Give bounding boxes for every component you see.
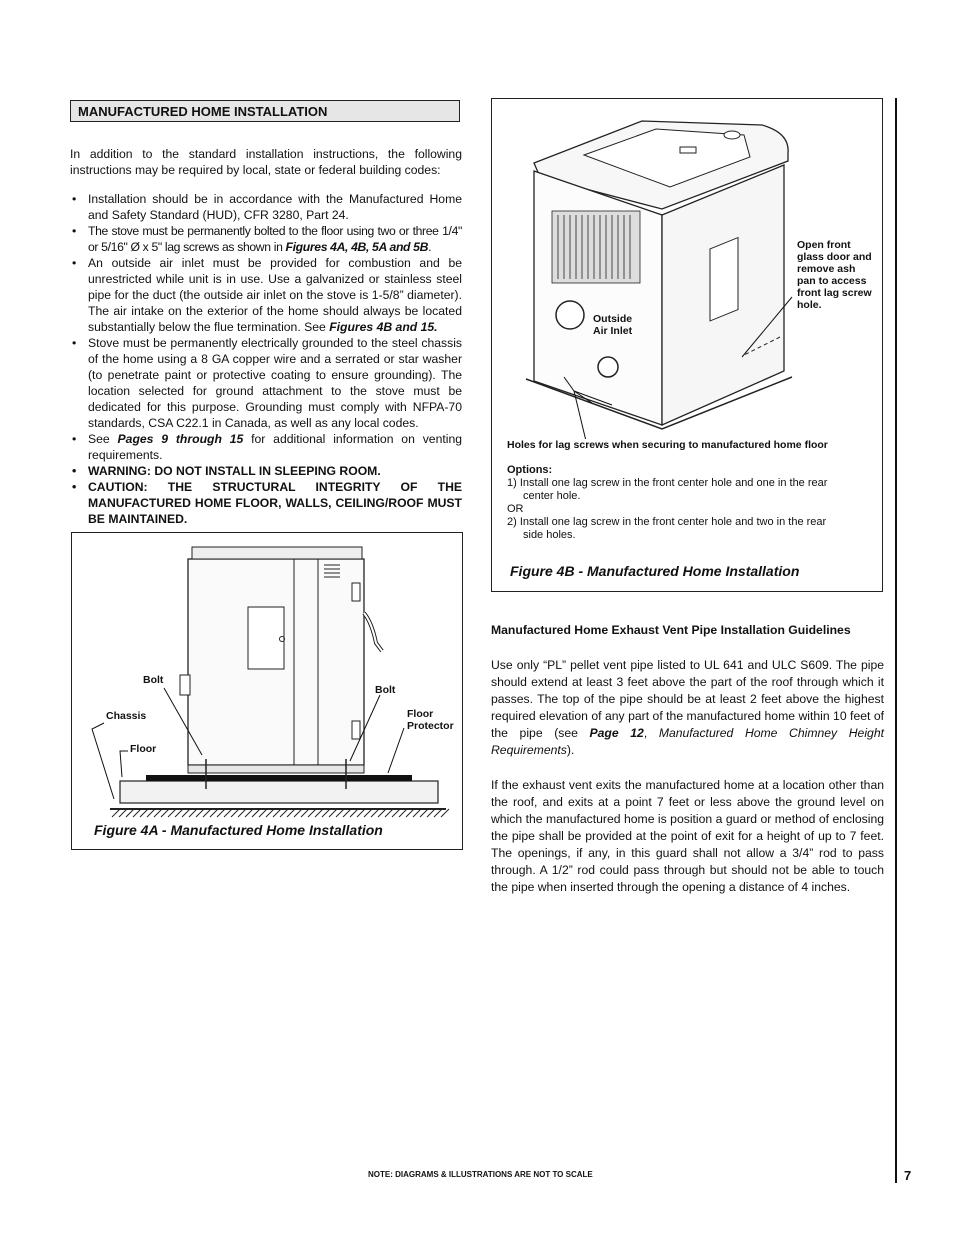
section-title: MANUFACTURED HOME INSTALLATION xyxy=(70,100,460,122)
ground-hatch-line xyxy=(210,809,218,817)
ground-hatch-line xyxy=(399,809,407,817)
ground-hatch-line xyxy=(329,809,337,817)
ground-hatch-line xyxy=(126,809,134,817)
options-title: Options: xyxy=(507,464,553,476)
ground-hatch-line xyxy=(147,809,155,817)
ground-hatch-line xyxy=(406,809,414,817)
or-text: OR xyxy=(507,503,524,515)
scale-note: NOTE: DIAGRAMS & ILLUSTRATIONS ARE NOT TO SCALE xyxy=(368,1170,593,1179)
ground-hatch-line xyxy=(343,809,351,817)
ground-hatch-line xyxy=(245,809,253,817)
ground-hatch-line xyxy=(420,809,428,817)
list-item: • See Pages 9 through 15 for additional information on venting requirements. xyxy=(72,432,462,462)
figure-4b-caption: Figure 4B - Manufactured Home Installation xyxy=(510,563,800,579)
ground-hatch-line xyxy=(280,809,288,817)
ground-hatch-line xyxy=(427,809,435,817)
ground-hatch-line xyxy=(238,809,246,817)
outside-air-inlet-label: Outside Air Inlet xyxy=(593,313,633,337)
ground-hatch-line xyxy=(140,809,148,817)
ground-hatch-line xyxy=(385,809,393,817)
floor-protector-label: Floor Protector xyxy=(407,708,454,732)
ground-hatch-line xyxy=(203,809,211,817)
ground-hatch-line xyxy=(224,809,232,817)
caution-item: • CAUTION: THE STRUCTURAL INTEGRITY OF THE MANUFACTURED HOME FLOOR, WALLS, CEILING/ROOF MUST BE MAINTAINED. xyxy=(72,480,462,526)
ground-hatch-line xyxy=(364,809,372,817)
ground-hatch-line xyxy=(350,809,358,817)
page-reference: Pages 9 through 15 xyxy=(117,432,244,446)
ground-hatch-line xyxy=(357,809,365,817)
figure-reference: Figures 4B and 15. xyxy=(329,320,438,334)
options-list: 1) Install one lag screw in the front center hole and one in the rear center hole. OR 2) Install one lag screw in the front center hole and two in the rear side holes. xyxy=(507,477,847,542)
ground-hatch-line xyxy=(287,809,295,817)
option-item: 2) Install one lag screw in the front center hole and two in the rear xyxy=(507,516,827,528)
ground-hatch-line xyxy=(154,809,162,817)
lag-screw-holes-label: Holes for lag screws when securing to manufactured home floor xyxy=(507,439,828,451)
figure-reference: Figures 4A, 4B, 5A and 5B xyxy=(285,240,429,254)
ground-hatch-line xyxy=(273,809,281,817)
exhaust-paragraph-2: If the exhaust vent exits the manufactured home at a location other than the roof, and exits at a point 7 feet or less above the ground level on which the manufactured home is position a guard or method of enclosing the pipe shall be provided at the point of exit for a height of up to 7 feet. The openings, if any, in this guard shall not allow a 3/4” rod to pass through. A 1/2” rod could pass through but should not be able to touch the pipe when inserted through the opening a distance of 4 inches. xyxy=(491,778,884,894)
ground-hatch-line xyxy=(168,809,176,817)
page-number: 7 xyxy=(904,1168,912,1183)
list-item: • The stove must be permanently bolted to the floor using two or three 1/4" or 5/16" Ø x 5" lag screws as shown in Figures 4A, 4B, 5A and 5B. xyxy=(72,224,462,254)
ground-hatch-line xyxy=(441,809,449,817)
figure-4a-caption: Figure 4A - Manufactured Home Installation xyxy=(94,822,383,838)
ground-hatch-line xyxy=(252,809,260,817)
ground-hatch-line xyxy=(434,809,442,817)
ground-hatch-line xyxy=(161,809,169,817)
ground-hatch-line xyxy=(133,809,141,817)
option-item: 1) Install one lag screw in the front center hole and one in the rear xyxy=(507,477,828,489)
floor-label: Floor xyxy=(130,743,157,755)
ground-hatch-line xyxy=(413,809,421,817)
ground-hatch-line xyxy=(231,809,239,817)
stove-side-view-diagram xyxy=(72,533,462,849)
figure-4a xyxy=(71,532,463,850)
ground-hatch-line xyxy=(294,809,302,817)
ground-hatch-line xyxy=(392,809,400,817)
ground-hatch-line xyxy=(301,809,309,817)
page-reference: Page 12 xyxy=(589,726,644,740)
ground-hatch-line xyxy=(378,809,386,817)
ground-hatch-line xyxy=(175,809,183,817)
ground-hatch-line xyxy=(196,809,204,817)
ground-hatch-line xyxy=(119,809,127,817)
chassis-label: Chassis xyxy=(106,710,147,722)
ground-hatch-line xyxy=(266,809,274,817)
ground-hatch-line xyxy=(371,809,379,817)
ground-hatch-line xyxy=(315,809,323,817)
ground-hatch-line xyxy=(189,809,197,817)
figure-4b xyxy=(491,98,883,592)
ground-hatch-line xyxy=(322,809,330,817)
exhaust-guidelines-title: Manufactured Home Exhaust Vent Pipe Installation Guidelines xyxy=(491,623,851,637)
intro-paragraph: In addition to the standard installation instructions, the following instructions may be required by local, state or federal building codes: xyxy=(70,147,462,177)
list-item: • An outside air inlet must be provided for combustion and be unrestricted while unit is in use. Use a galvanized or stainless steel pipe for the duct (the outside air inlet on the stove is 1-5/8” diameter). The air intake on the exterior of the home should always be located substantially below the flue termination. See Figures 4B and 15. xyxy=(72,256,462,334)
warning-item: • WARNING: DO NOT INSTALL IN SLEEPING ROOM. xyxy=(72,464,381,478)
ground-hatch-line xyxy=(308,809,316,817)
page-margin-rule xyxy=(895,98,897,1183)
open-front-label: Open front glass door and remove ash pan to access front lag screw hole. xyxy=(797,239,872,311)
ground-hatch-line xyxy=(336,809,344,817)
list-item: • Installation should be in accordance with the Manufactured Home and Safety Standard (HUD), CFR 3280, Part 24. xyxy=(72,192,462,222)
ground-hatch-line xyxy=(217,809,225,817)
exhaust-paragraph-1: Use only “PL” pellet vent pipe listed to UL 641 and ULC S609. The pipe should extend at least 3 feet above the part of the roof through which it passes. The top of the pipe should be at least 2 feet above the highest required elevation of any part of the manufactured home within 10 feet of the pipe (see Page 12, Manufactured Home Chimney Height Requirements). xyxy=(491,658,884,757)
ground-hatch-line xyxy=(182,809,190,817)
bolt-label: Bolt xyxy=(143,674,164,686)
list-item: • Stove must be permanently electrically grounded to the steel chassis of the home using a 8 GA copper wire and a serrated or star washer (to penetrate paint or protective coating to ensure grounding). The location selected for ground attachment to the stove must be dedicated for this purpose. Grounding must comply with NFPA-70 standards, CSA C22.1 in Canada, as well as any local codes. xyxy=(72,336,462,430)
requirements-list xyxy=(70,191,462,527)
ground-hatch-line xyxy=(259,809,267,817)
ground-hatch-line xyxy=(112,809,120,817)
bolt-label: Bolt xyxy=(375,684,396,696)
